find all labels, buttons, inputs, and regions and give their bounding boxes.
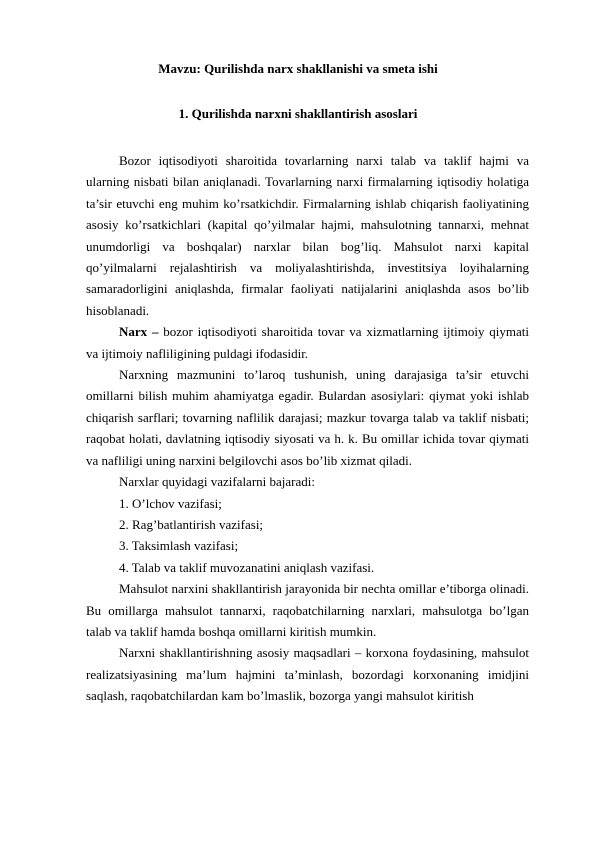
list-item: 4. Talab va taklif muvozanatini aniqlash vazifasi. (119, 559, 375, 575)
term-narx: Narx – (119, 324, 159, 340)
paragraph-price-factors: Narxning mazmunini to’laroq tushunish, uning darajasiga ta’sir etuvchi omillarni bilish muhim ahamiyatga egadir. Bulardan asosiylari: qiymat yoki ishlab chiqarish sarflari; tovarning naflilik darajasi; mazkur tovarga talab va taklif nisbati; raqobat holati, davlatning iqtisodiy siyosati va h. k. Bu omillar ichida tovar qiymati va nafliligi uning narxini belgilovchi asos bo’lib xizmat qiladi. (86, 367, 529, 468)
paragraph-market-price: Bozor iqtisodiyoti sharoitida tovarlarning narxi talab va taklif hajmi va ularning nisbati bilan aniqlanadi. Tovarlarning narxi firmalarning iqtisodiy holatiga ta’sir etuvchi eng muhim ko’rsatkichdir. Firmalarning ishlab chiqarish faoliyatining asosiy ko’rsatkichlari (kapital qo’yilmalar hajmi, mahsulotning tannarxi, mehnat unumdorligi va boshqalar) narxlar bilan bog’liq. Mahsulot narxi kapital qo’yilmalarni rejalashtirish va moliyalashtirishda, investitsiya loyihalarning samaradorligini aniqlashda, firmalar faoliyati natijalarini aniqlashda asos bo’lib hisoblanadi. (86, 153, 529, 318)
definition-text: bozor iqtisodiyoti sharoitida tovar va xizmatlarning ijtimoiy qiymati va ijtimoiy nafliligining puldagi ifodasidir. (86, 324, 529, 361)
list-item: 2. Rag’batlantirish vazifasi; (119, 516, 264, 532)
paragraph-pricing-factors: Mahsulot narxini shakllantirish jarayonida bir nechta omillar e’tiborga olinadi. Bu omillarga mahsulot tannarxi, raqobatchilarning narxlari, mahsulotga bo’lgan talab va taklif hamda boshqa omillarni kiritish mumkin. (86, 581, 529, 639)
list-item: 1. O’lchov vazifasi; (119, 495, 222, 511)
section-heading: 1. Qurilishda narxni shakllantirish asoslari (178, 106, 418, 121)
paragraph-price-definition (86, 321, 529, 364)
page-title: Mavzu: Qurilishda narx shakllanishi va smeta ishi (158, 61, 438, 76)
list-item: 3. Taksimlash vazifasi; (119, 538, 239, 554)
paragraph-price-functions-intro: Narxlar quyidagi vazifalarni bajaradi: (119, 474, 315, 490)
paragraph-pricing-goals: Narxni shakllantirishning asosiy maqsadlari – korxona foydasining, mahsulot realizatsiyasining ma’lum hajmini ta’minlash, bozordagi korxonaning imidjini saqlash, raqobatchilardan kam bo’lmaslik, bozorga yangi mahsulot kiritish (86, 645, 529, 704)
document-body (86, 150, 529, 707)
